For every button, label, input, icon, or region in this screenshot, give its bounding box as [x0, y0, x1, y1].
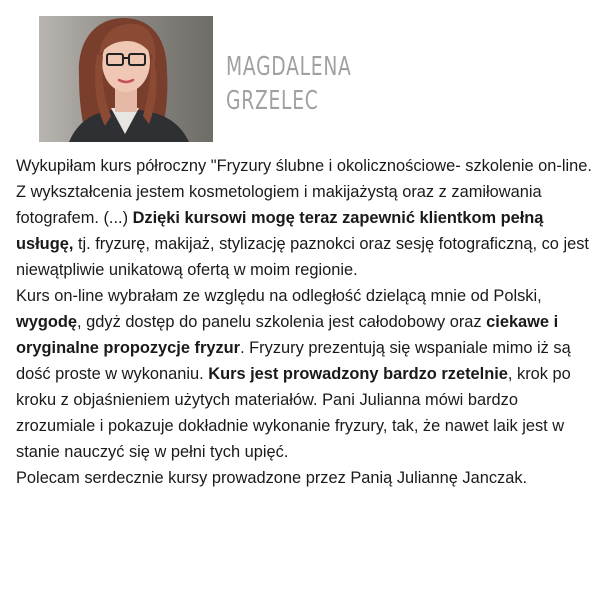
review-p2-text-a: Z wykształcenia jestem kosmetologiem i makijażystą oraz z zamiłowania fotografem. (...) [16, 183, 542, 227]
author-photo [39, 16, 213, 142]
review-p3-highlight-d: ciekawe i oryginalne propozycje fryzur [16, 313, 559, 357]
author-first-name: MAGDALENA [226, 52, 352, 82]
author-last-name: GRZELEC [226, 86, 319, 116]
review-paragraph-3 [16, 283, 592, 465]
review-paragraph-1 [16, 153, 592, 179]
review-p1-text: Wykupiłam kurs półroczny "Fryzury ślubne i okolicznościowe- szkolenie on-line. [16, 157, 592, 175]
review-p3-highlight-b: wygodę [16, 313, 78, 331]
review-p3-text-e: . Fryzury prezentują się wspaniale mimo iż są dość proste w wykonaniu. [16, 339, 571, 383]
review-paragraph-2 [16, 179, 592, 283]
review-p3-text-c: , gdyż dostęp do panelu szkolenia jest całodobowy oraz [77, 313, 487, 331]
review-paragraph-4 [16, 465, 592, 491]
review-p3-text-g: , krok po kroku z objaśnieniem użytych materiałów. Pani Julianna mówi bardzo zrozumiale i pokazuje dokładnie wykonanie fryzury, tak, że nawet laik jest w stanie nauczyć się w pełni tych upięć. [16, 365, 571, 461]
review-p4-text: Polecam serdecznie kursy prowadzone przez Panią Juliannę Janczak. [16, 469, 528, 487]
author-name [226, 50, 352, 118]
review-p2-text-c: tj. fryzurę, makijaż, stylizację paznokci oraz sesję fotograficzną, co jest niewątpliwie unikatową ofertą w moim regionie. [16, 235, 589, 279]
review-text [16, 153, 592, 491]
review-p3-text-a: Kurs on-line wybrałam ze względu na odległość dzielącą mnie od Polski, [16, 287, 542, 305]
review-p3-highlight-f: Kurs jest prowadzony bardzo rzetelnie [208, 365, 508, 383]
review-p2-highlight: Dzięki kursowi mogę teraz zapewnić klientkom pełną usługę, [16, 209, 544, 253]
